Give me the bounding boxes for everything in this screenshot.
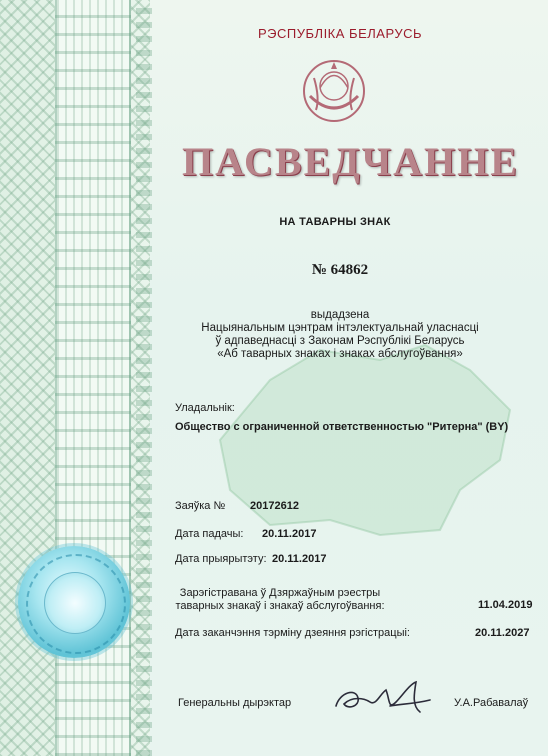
document-title: ПАСВЕДЧАННЕ [182,139,519,184]
issued-line-4: «Аб таварных знаках і знаках абслугоўвання» [217,348,463,360]
registration-label-line-2: таварных знакаў і знакаў абслугоўвання: [175,600,385,612]
certificate-number: № 64862 [311,262,369,278]
director-position: Генеральны дырэктар [178,697,292,709]
document-subtitle: НА ТАВАРНЫ ЗНАК [279,216,391,228]
republic-heading: РЭСПУБЛІКА БЕЛАРУСЬ [258,26,423,41]
expiry-label: Дата заканчэння тэрміну дзеяння рэгістрацыі: [175,627,410,639]
issued-line-1: выдадзена [310,309,370,321]
priority-date-label: Дата прыярытэту: [175,553,267,565]
registration-date-value: 11.04.2019 [478,599,533,611]
signer-name: У.А.Рабавалаў [454,697,529,709]
ornamental-border-edge [136,0,152,756]
handwritten-signature [330,676,440,720]
holder-value: Общество с ограниченной ответственностью "Ритерна" (BY) [175,421,509,433]
hologram-seal [18,546,130,658]
application-label: Заяўка № [175,500,226,512]
filing-date-value: 20.11.2017 [262,528,317,540]
application-number: 20172612 [250,500,299,512]
issued-line-2: Нацыянальным цэнтрам інтэлектуальнай уласнасці [201,322,479,334]
seal-emblem-icon [44,572,106,634]
coat-of-arms-icon [300,58,368,124]
holder-label: Уладальнік: [175,402,235,414]
issued-line-3: ў адпаведнасці з Законам Рэспублікі Беларусь [215,335,465,347]
filing-date-label: Дата падачы: [175,528,244,540]
expiry-date-value: 20.11.2027 [475,627,530,639]
registration-label [175,587,385,613]
issued-by-block [200,309,480,361]
registration-label-line-1: Зарэгістравана ў Дзяржаўным рэестры [179,587,381,599]
priority-date-value: 20.11.2017 [272,553,327,565]
